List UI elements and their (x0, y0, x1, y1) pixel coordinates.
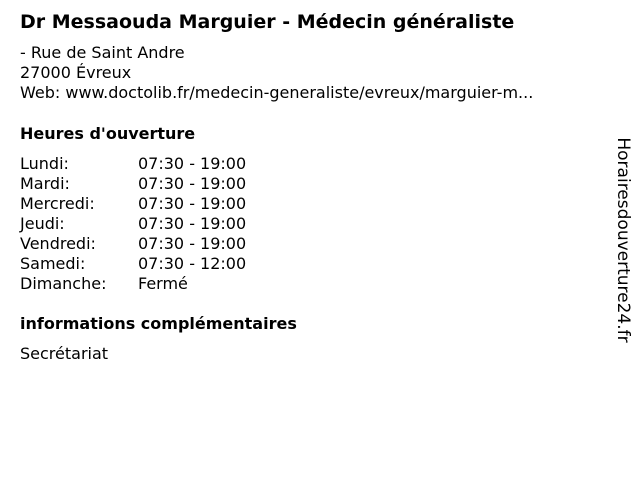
hours-value: 07:30 - 19:00 (138, 154, 247, 173)
hours-row-sunday (20, 274, 246, 294)
day-label: Vendredi: (20, 234, 96, 253)
hours-value: 07:30 - 19:00 (138, 174, 247, 193)
day-label: Mardi: (20, 174, 70, 193)
hours-row-wednesday (20, 194, 246, 214)
street-address: - Rue de Saint Andre (20, 43, 185, 62)
opening-hours-table (20, 154, 246, 294)
page-title: Dr Messaouda Marguier - Médecin généraliste (20, 11, 515, 33)
hours-value: 07:30 - 19:00 (138, 194, 247, 213)
hours-row-tuesday (20, 174, 246, 194)
website-link[interactable]: Web: www.doctolib.fr/medecin-generaliste/evreux/marguier-m... (20, 83, 534, 102)
site-watermark: Horairesdouverture24.fr (613, 137, 633, 343)
additional-info-text: Secrétariat (20, 344, 109, 363)
day-label: Samedi: (20, 254, 86, 273)
additional-info-heading: informations complémentaires (20, 314, 297, 333)
city-address: 27000 Évreux (20, 63, 132, 82)
day-label: Dimanche: (20, 274, 107, 293)
address-block (20, 43, 533, 103)
day-label: Lundi: (20, 154, 69, 173)
hours-row-monday (20, 154, 246, 174)
day-label: Mercredi: (20, 194, 95, 213)
hours-row-thursday (20, 214, 246, 234)
hours-value: Fermé (138, 274, 188, 293)
hours-value: 07:30 - 19:00 (138, 214, 247, 233)
hours-row-saturday (20, 254, 246, 274)
hours-value: 07:30 - 12:00 (138, 254, 247, 273)
day-label: Jeudi: (20, 214, 65, 233)
opening-hours-heading: Heures d'ouverture (20, 124, 196, 143)
hours-value: 07:30 - 19:00 (138, 234, 247, 253)
hours-row-friday (20, 234, 246, 254)
